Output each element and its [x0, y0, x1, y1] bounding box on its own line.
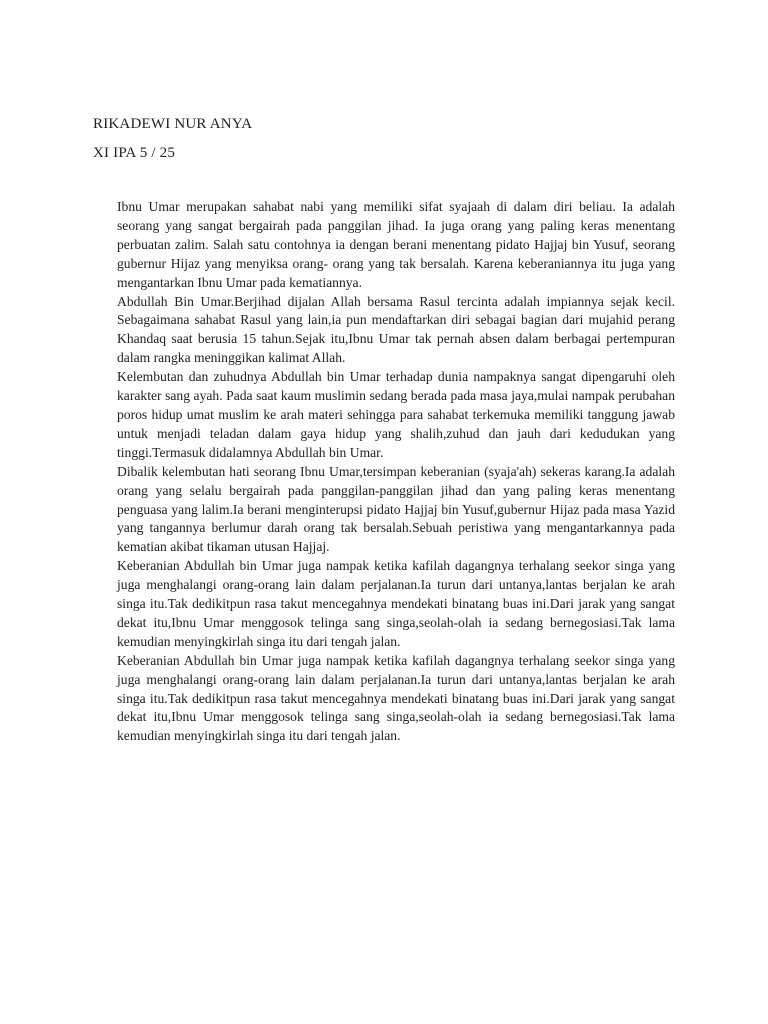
paragraph-4: Dibalik kelembutan hati seorang Ibnu Umar,tersimpan keberanian (syaja'ah) sekeras karang.Ia adalah orang yang selalu bergairah pada panggilan-panggilan jihad dan yang paling keras menentang penguasa yang lalim.Ia berani menginterupsi pidato Hajjaj bin Yusuf,gubernur Hijaz pada masa Yazid yang tangannya berlumur darah orang tak bersalah.Sebuah peristiwa yang mengantarkannya pada kematian akibat tikaman utusan Hajjaj. [117, 463, 675, 555]
essay-body [117, 198, 675, 746]
paragraph-3: Kelembutan dan zuhudnya Abdullah bin Umar terhadap dunia nampaknya sangat dipengaruhi oleh karakter sang ayah. Pada saat kaum muslimin sedang berada pada masa jaya,mulai nampak perubahan poros hidup umat muslim ke arah materi sehingga para sahabat terkemuka memiliki tanggung jawab untuk menjadi teladan dalam gaya hidup yang shalih,zuhud dan jauh dari kedudukan yang tinggi.Termasuk didalamnya Abdullah bin Umar. [117, 369, 675, 460]
paragraph-6: Keberanian Abdullah bin Umar juga nampak ketika kafilah dagangnya terhalang seekor singa yang juga menghalangi orang-orang lain dalam perjalanan.Ia turun dari untanya,lantas berjalan ke arah singa itu.Tak dedikitpun rasa takut mencegahnya mendekati binatang buas ini.Dari jarak yang sangat dekat itu,Ibnu Umar menggosok telinga sang singa,seolah-olah ia sedang bernegosiasi.Tak lama kemudian menyingkirlah singa itu dari tengah jalan. [117, 652, 675, 744]
author-name: RIKADEWI NUR ANYA [93, 116, 253, 132]
class-info: XI IPA 5 / 25 [93, 145, 176, 161]
paragraph-1: Ibnu Umar merupakan sahabat nabi yang memiliki sifat syajaah di dalam diri beliau. Ia adalah seorang yang sangat bergairah pada panggilan jihad. Ia juga orang yang paling keras menentang perbuatan zalim. Salah satu contohnya ia dengan berani menentang pidato Hajjaj bin Yusuf, seorang gubernur Hijaz yang menyiksa orang- orang yang tak bersalah. Karena keberaniannya itu juga yang mengantarkan Ibnu Umar pada kematiannya. [117, 199, 675, 290]
paragraph-2: Abdullah Bin Umar.Berjihad dijalan Allah bersama Rasul tercinta adalah impiannya sejak kecil. Sebagaimana sahabat Rasul yang lain,ia pun mendaftarkan diri sebagai bagian dari mujahid perang Khandaq saat berusia 15 tahun.Sejak itu,Ibnu Umar tak pernah absen dalam berbagai pertempuran dalam rangka meninggikan kalimat Allah. [117, 293, 675, 366]
paragraph-5: Keberanian Abdullah bin Umar juga nampak ketika kafilah dagangnya terhalang seekor singa yang juga menghalangi orang-orang lain dalam perjalanan.Ia turun dari untanya,lantas berjalan ke arah singa itu.Tak dedikitpun rasa takut mencegahnya mendekati binatang buas ini.Dari jarak yang sangat dekat itu,Ibnu Umar menggosok telinga sang singa,seolah-olah ia sedang bernegosiasi.Tak lama kemudian menyingkirlah singa itu dari tengah jalan. [117, 558, 675, 649]
